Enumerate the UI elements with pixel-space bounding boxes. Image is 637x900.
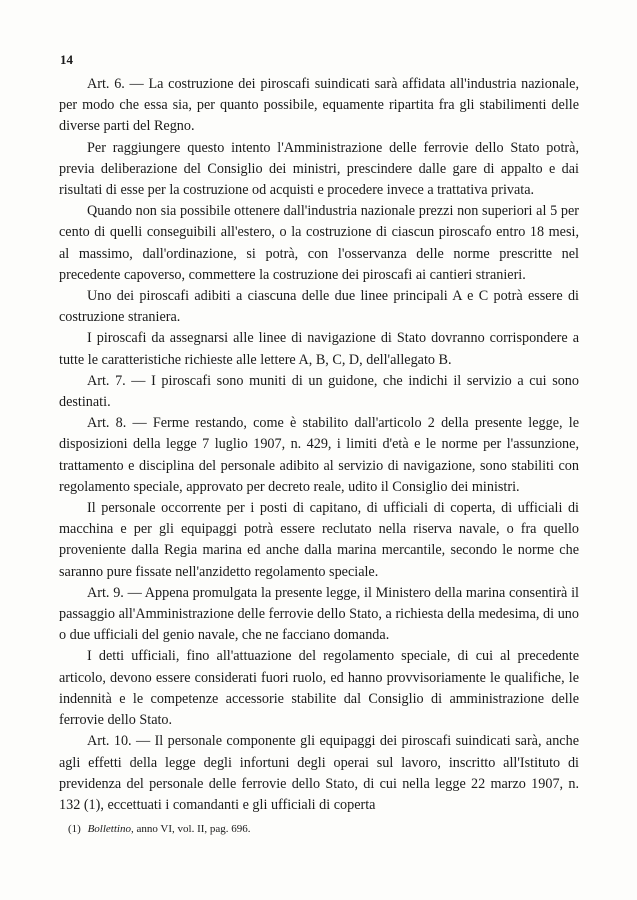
footnote-title: Bollettino,: [87, 823, 134, 835]
page-number: 14: [60, 52, 73, 67]
paragraph-art9-ufficiali: I detti ufficiali, fino all'attuazione del regolamento speciale, di cui al precedente articolo, devono essere considerati fuori ruolo, ed hanno provvisoriamente le qualifiche, le indennità e le competenze accessorie stabilite dal Consiglio di amministrazione delle ferrovie dello Stato.: [59, 648, 579, 729]
paragraph-art6: Art. 6. — La costruzione dei piroscafi suindicati sarà affidata all'industria nazionale, per modo che essa sia, per quanto possibile, equamente ripartita fra gli stabilimenti delle diverse parti del Regno.: [59, 76, 579, 135]
footnote: [68, 822, 251, 836]
paragraph-art6-trattativa: Per raggiungere questo intento l'Amministrazione delle ferrovie dello Stato potrà, previa deliberazione del Consiglio dei ministri, prescindere dalle gare di appalto e dai risultati di esse per la costruzione od acquisti e procedere invece a trattativa privata.: [59, 139, 579, 199]
paragraph-art7: Art. 7. — I piroscafi sono muniti di un guidone, che indichi il servizio a cui sono destinati.: [59, 372, 579, 411]
body-text: [59, 74, 579, 816]
paragraph-art8: Art. 8. — Ferme restando, come è stabilito dall'articolo 2 della presente legge, le disposizioni della legge 7 luglio 1907, n. 429, i limiti d'età e le norme per l'assunzione, trattamento e disciplina del personale adibito al servizio di navigazione, sono stabiliti con regolamento speciale, approvato per decreto reale, udito il Consiglio dei ministri.: [59, 415, 579, 495]
paragraph-art6-caratteristiche: I piroscafi da assegnarsi alle linee di navigazione di Stato dovranno corrispondere a tutte le caratteristiche richieste alle lettere A, B, C, D, dell'allegato B.: [59, 330, 579, 368]
paragraph-art10: Art. 10. — Il personale componente gli equipaggi dei piroscafi suindicati sarà, anche agli effetti della legge degli infortuni degli operai sul lavoro, inscritto all'Istituto di previdenza del personale delle ferrovie dello Stato, di cui nella legge 22 marzo 1907, n. 132 (1), eccettuati i comandanti e gli ufficiali di coperta: [59, 733, 579, 813]
footnote-citation: anno VI, vol. II, pag. 696.: [136, 823, 251, 835]
footnote-ref: (1): [68, 823, 81, 835]
paragraph-art8-personale: Il personale occorrente per i posti di capitano, di ufficiali di coperta, di ufficiali di macchina e per gli equipaggi potrà essere reclutato nella riserva navale, o fra quello proveniente dalla Regia marina ed anche dalla marina mercantile, secondo le norme che saranno pure fissate nell'anzidetto regolamento speciale.: [59, 500, 579, 580]
paragraph-art9: Art. 9. — Appena promulgata la presente legge, il Ministero della marina consentirà il passaggio all'Amministrazione delle ferrovie dello Stato, a richiesta della medesima, di uno o due ufficiali del genio navale, che ne facciano domanda.: [59, 584, 579, 644]
paragraph-art6-cantieri-stranieri: Quando non sia possibile ottenere dall'industria nazionale prezzi non superiori al 5 per cento di quelli conseguibili all'estero, o la costruzione di ciascun piroscafo entro 18 mesi, al massimo, dall'ordinazione, si potrà, con l'osservanza delle norme prescritte nel precedente capoverso, commettere la costruzione dei piroscafi ai cantieri stranieri.: [59, 203, 579, 283]
paragraph-art6-costruzione-straniera: Uno dei piroscafi adibiti a ciascuna delle due linee principali A e C potrà essere di costruzione straniera.: [59, 288, 579, 326]
